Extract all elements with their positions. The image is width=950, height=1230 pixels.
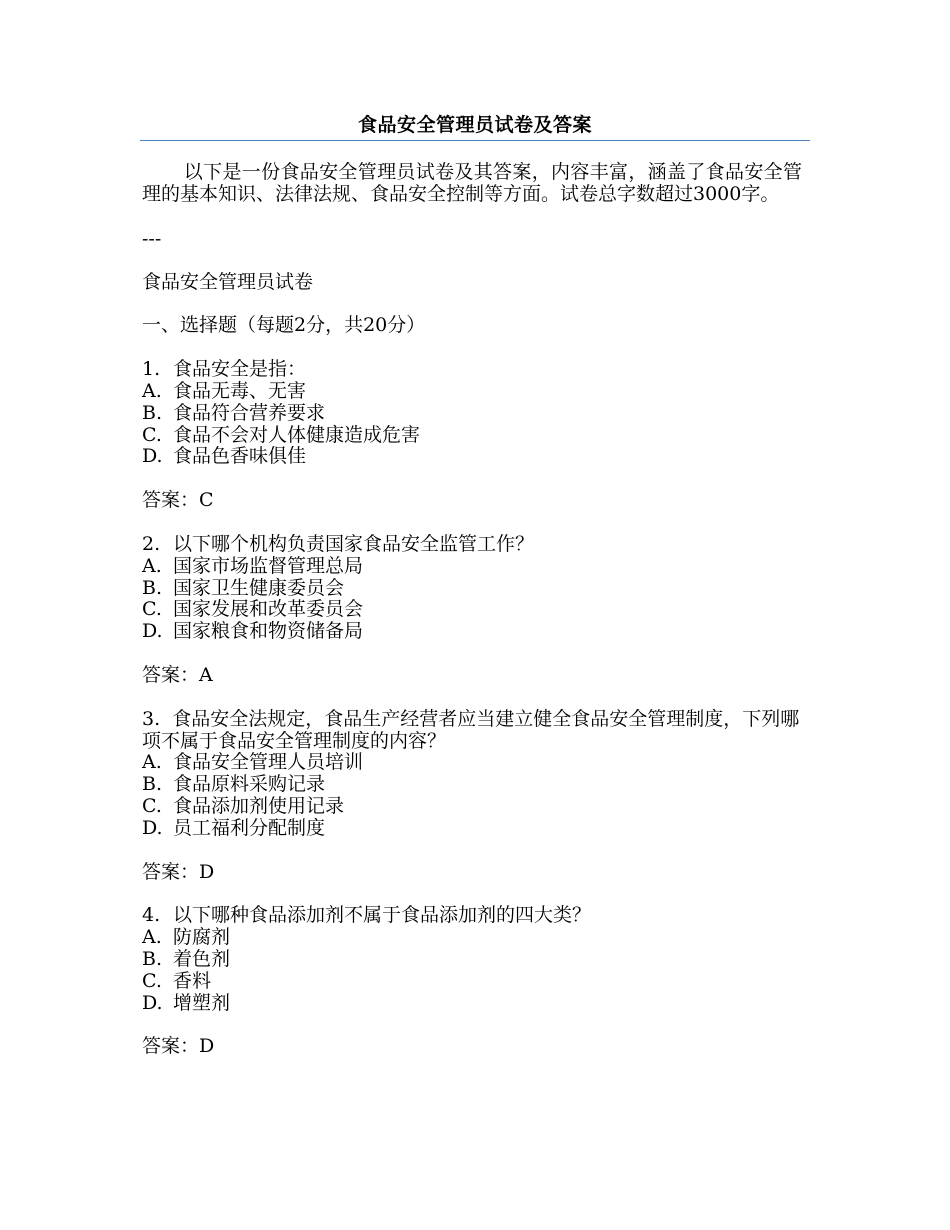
option-text: 国家市场监督管理总局 xyxy=(173,554,364,577)
option-c xyxy=(142,425,802,447)
question-1 xyxy=(142,359,802,512)
option-text: 食品无毒、无害 xyxy=(173,379,307,402)
option-text: 香料 xyxy=(173,969,212,992)
question-number: 1. xyxy=(142,358,161,381)
question-2 xyxy=(142,534,802,687)
option-text: 着色剂 xyxy=(173,947,231,970)
option-b xyxy=(142,774,802,796)
section-title: 一、选择题（每题2分，共20分） xyxy=(142,314,426,337)
option-d xyxy=(142,621,802,643)
option-a xyxy=(142,381,802,403)
intro-paragraph: 以下是一份食品安全管理员试卷及其答案，内容丰富，涵盖了食品安全管理的基本知识、法律法规、食品安全控制等方面。试卷总字数超过3000字。 xyxy=(142,161,802,205)
option-key: A. xyxy=(142,554,162,577)
question-stem: 以下哪个机构负责国家食品安全监管工作？ xyxy=(173,532,535,555)
option-key: C. xyxy=(142,423,162,446)
option-key: D. xyxy=(142,991,163,1014)
option-a xyxy=(142,752,802,774)
option-d xyxy=(142,818,802,840)
option-key: B. xyxy=(142,576,163,599)
option-key: D. xyxy=(142,620,163,643)
question-text xyxy=(142,359,802,381)
option-text: 国家粮食和物资储备局 xyxy=(173,620,364,643)
title-underline xyxy=(140,140,810,141)
option-d xyxy=(142,993,802,1015)
option-key: C. xyxy=(142,969,162,992)
answer-text: 答案：C xyxy=(142,489,214,512)
option-text: 国家发展和改革委员会 xyxy=(173,598,364,621)
option-text: 防腐剂 xyxy=(173,926,231,949)
option-key: C. xyxy=(142,598,162,621)
option-b xyxy=(142,949,802,971)
question-text xyxy=(142,905,802,927)
question-4 xyxy=(142,905,802,1058)
document-title: 食品安全管理员试卷及答案 xyxy=(357,114,592,136)
answer-text: 答案：D xyxy=(142,860,215,883)
question-stem: 以下哪种食品添加剂不属于食品添加剂的四大类？ xyxy=(173,904,592,927)
option-b xyxy=(142,578,802,600)
answer-text: 答案：A xyxy=(142,663,213,686)
option-key: C. xyxy=(142,794,162,817)
option-key: A. xyxy=(142,751,162,774)
option-c xyxy=(142,971,802,993)
question-stem: 食品安全是指： xyxy=(173,358,307,381)
option-b xyxy=(142,403,802,425)
option-key: B. xyxy=(142,773,163,796)
option-text: 增塑剂 xyxy=(173,991,231,1014)
question-number: 3. xyxy=(142,707,161,730)
option-text: 食品色香味俱佳 xyxy=(173,445,307,468)
option-key: A. xyxy=(142,926,162,949)
question-text xyxy=(142,709,802,753)
option-d xyxy=(142,446,802,468)
question-3 xyxy=(142,709,802,884)
exam-title: 食品安全管理员试卷 xyxy=(142,270,314,293)
question-gap xyxy=(160,708,172,730)
option-text: 食品安全管理人员培训 xyxy=(173,751,364,774)
question-stem: 食品安全法规定，食品生产经营者应当建立健全食品安全管理制度，下列哪项不属于食品安全管理制度的内容？ xyxy=(142,707,800,752)
option-text: 食品添加剂使用记录 xyxy=(173,794,345,817)
question-number: 2. xyxy=(142,532,161,555)
option-key: B. xyxy=(142,401,163,424)
option-key: A. xyxy=(142,379,162,402)
option-text: 员工福利分配制度 xyxy=(173,816,326,839)
question-number: 4. xyxy=(142,904,161,927)
option-key: D. xyxy=(142,816,163,839)
document-body xyxy=(142,162,802,1058)
option-key: B. xyxy=(142,947,163,970)
option-text: 食品不会对人体健康造成危害 xyxy=(173,423,421,446)
option-text: 国家卫生健康委员会 xyxy=(173,576,345,599)
option-a xyxy=(142,927,802,949)
question-text xyxy=(142,534,802,556)
option-text: 食品原料采购记录 xyxy=(173,773,326,796)
option-a xyxy=(142,556,802,578)
answer-text: 答案：D xyxy=(142,1035,215,1058)
option-key: D. xyxy=(142,445,163,468)
option-text: 食品符合营养要求 xyxy=(173,401,326,424)
separator-line: --- xyxy=(142,227,162,250)
option-c xyxy=(142,796,802,818)
option-c xyxy=(142,599,802,621)
